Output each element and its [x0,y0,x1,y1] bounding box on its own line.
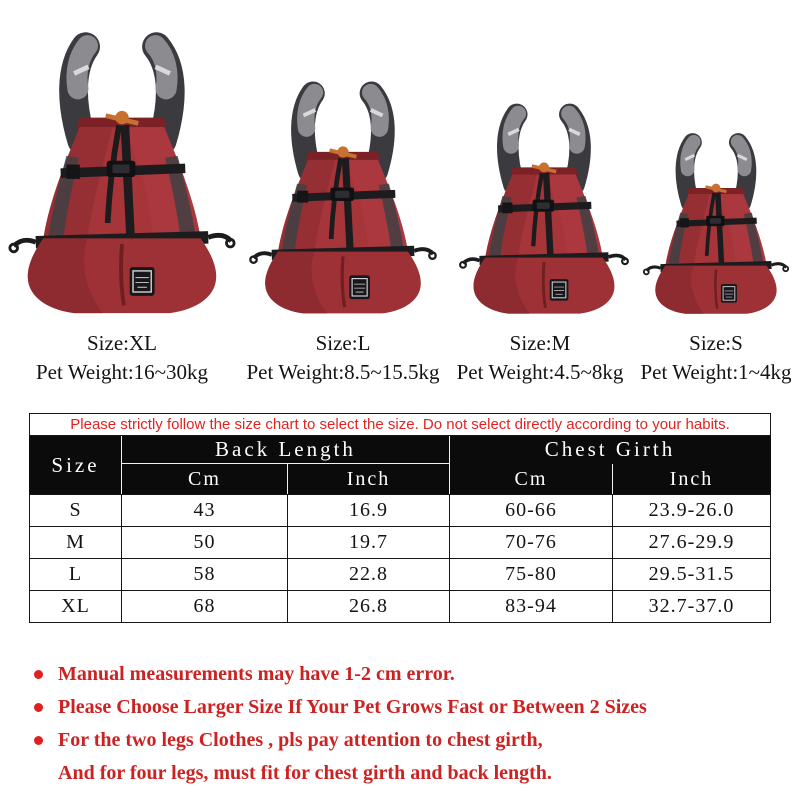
table-row-xl [30,591,771,623]
size-chart-table [29,413,771,623]
notes-section [28,658,772,790]
cell-size: S [30,495,122,527]
caption-l [230,330,456,385]
cell-chest-inch: 32.7-37.0 [613,591,771,623]
note-text: For the two legs Clothes , pls pay attention to chest girth, [58,729,543,751]
table-row-m [30,527,771,559]
weight-label-s: Pet Weight:1~4kg [640,360,792,384]
caption-s [606,330,800,385]
backpack-photo-s [642,130,790,315]
weight-label-m: Pet Weight:4.5~8kg [456,360,624,384]
cell-chest-inch: 23.9-26.0 [613,495,771,527]
size-warning-text: Please strictly follow the size chart to select the size. Do not select directly according to your habits. [30,414,771,436]
size-label-l: Size:L [315,331,371,355]
col-header-back-length: Back Length [122,436,450,464]
cell-chest-inch: 27.6-29.9 [613,527,771,559]
weight-label-xl: Pet Weight:16~30kg [35,360,209,384]
size-label-s: Size:S [689,331,743,355]
cell-size: XL [30,591,122,623]
cell-chest-cm: 75-80 [450,559,613,591]
col-header-size: Size [30,436,122,495]
header-row-1 [30,436,771,464]
col-header-chest-inch: Inch [613,464,771,495]
col-header-chest-girth: Chest Girth [450,436,771,464]
caption-xl [7,330,237,385]
note-item [28,724,772,757]
backpack-photo-m [458,100,630,315]
table-row-s [30,495,771,527]
cell-chest-cm: 83-94 [450,591,613,623]
weight-label-l: Pet Weight:8.5~15.5kg [246,360,440,384]
note-item [28,658,772,691]
cell-back-cm: 68 [122,591,288,623]
col-header-chest-cm: Cm [450,464,613,495]
note-text: Please Choose Larger Size If Your Pet Grows Fast or Between 2 Sizes [58,696,647,718]
size-chart-section [29,413,770,623]
warning-row [30,414,771,436]
cell-size: L [30,559,122,591]
header-row-2 [30,464,771,495]
cell-back-inch: 19.7 [288,527,450,559]
note-text: And for four legs, must fit for chest girth and back length. [58,762,552,784]
cell-chest-inch: 29.5-31.5 [613,559,771,591]
backpack-photo-xl [7,25,237,315]
col-header-back-cm: Cm [122,464,288,495]
size-label-m: Size:M [509,331,571,355]
cell-size: M [30,527,122,559]
cell-back-cm: 50 [122,527,288,559]
cell-back-inch: 16.9 [288,495,450,527]
cell-chest-cm: 60-66 [450,495,613,527]
cell-chest-cm: 70-76 [450,527,613,559]
cell-back-cm: 58 [122,559,288,591]
backpack-photo-l [248,70,438,315]
note-text: Manual measurements may have 1-2 cm error. [58,663,455,685]
cell-back-cm: 43 [122,495,288,527]
table-row-l [30,559,771,591]
note-item [28,691,772,724]
note-item [28,757,772,790]
size-label-xl: Size:XL [87,331,157,355]
cell-back-inch: 26.8 [288,591,450,623]
col-header-back-inch: Inch [288,464,450,495]
cell-back-inch: 22.8 [288,559,450,591]
